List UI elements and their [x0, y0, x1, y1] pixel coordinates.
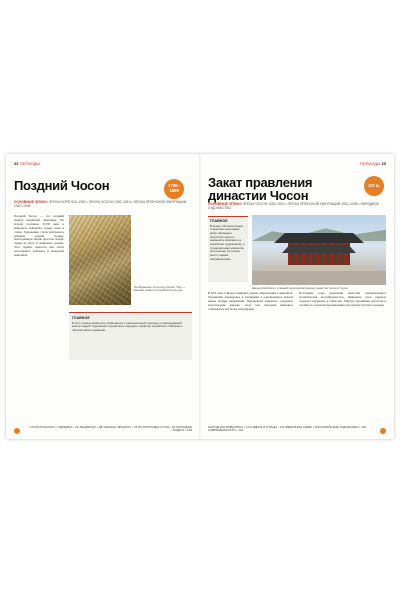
palace-photo-image — [252, 215, 386, 285]
left-running-head — [14, 161, 40, 166]
right-body-text-col1: В XIX веке в Корее появились новые направления в живописи. Художники обращались к традициям и одновременно искали новые формы выражения. Придворная живопись сохраняла классические каноны, тогда как народная живопись становилась всё более популярной. — [208, 291, 293, 311]
book-spread — [6, 154, 394, 439]
left-page — [6, 154, 200, 439]
right-box-text: В конце XIX века Корея открылась внешнему миру. Западное искусство начало оказывать влияние на корейских художников, и традиционная живопись постепенно уступала место новым направлениям. — [210, 223, 245, 261]
left-box-heading: ГЛАВНОЕ — [72, 316, 90, 320]
right-key-box — [208, 216, 248, 282]
left-page-number: 22 — [14, 161, 19, 166]
right-section: ПЕРИОДЫ — [360, 161, 381, 166]
left-period-text: ЭПОХА КОРЁ 918–1392 • ЭПОХА ЧОСОН 1392–1910 • ЭПОХА ЯПОНСКОЙ ОККУПАЦИИ 1910–1945 — [14, 200, 187, 208]
right-page — [200, 154, 394, 439]
right-dates-badge: XIX в. — [364, 176, 384, 196]
left-section: ПЕРИОДЫ — [19, 161, 40, 166]
left-arrow-icon — [14, 428, 20, 434]
right-footer: НАРОДНАЯ ЖИВОПИСЬ • 114 ЦВЕТЫ И ПТИЦЫ • 116 ЗВЕРИНЫЕ ТЕМЫ • 118 КОРЕЙСКИЕ ХУДОЖНИКИ • 120 СОВРЕМЕННОСТЬ • 124 — [208, 424, 367, 433]
left-key-box — [69, 312, 192, 360]
tiger-painting-image — [69, 215, 131, 305]
right-arrow-icon — [380, 428, 386, 434]
right-running-head — [360, 161, 386, 166]
left-dates-badge: 1700–1899 — [164, 179, 184, 199]
right-page-title: Закат правления династии Чосон — [208, 175, 313, 203]
right-period-line — [208, 202, 386, 210]
right-page-number: 23 — [381, 161, 386, 166]
right-box-heading: ГЛАВНОЕ — [210, 219, 228, 223]
right-image-caption: Дворец Кёнбоккун, главный королевский дворец династии Чосон в Сеуле. — [252, 286, 349, 290]
left-page-title: Поздний Чосон — [14, 178, 110, 193]
right-period-text: ЭПОХА ЧОСОН 1392–1910 • ЭПОХА ЯПОНСКОЙ ОККУПАЦИИ 1910–1945 • НАРОДНОЕ ХУДОЖЕСТВО — [208, 202, 380, 210]
left-footer: СТУПИ В БАЛАНС • ПЕРЕВАЛ • 34 ХЕНДЖОНГ • 98 ЧЕРНЫЕ ЧЕРНИЛА • 78 ИСТОРИЯ ДЕЛ И ЯТО • 92 МОЛОДЫЕ РОДЫ 9 • 128 — [29, 424, 192, 433]
left-period-line — [14, 200, 192, 208]
left-body-text: Поздний Чосон — это поздний период корейской живописи. Во второй половине XVIII века в живописи появились новые темы и стили. Художники стали изображать пейзажи родной страны, повседневную жизнь простых людей, сцены из быта и жанровые сценки. Этот период известен как эпоха «настоящего пейзажа» и жанровой живописи. — [14, 214, 64, 258]
right-body-text-col2: Последние годы правления династии ознаменовались политической нестабильностью. Живопись этого периода отражает перемены в обществе. Многие художники работали в столице и создавали произведения для знати и богатых горожан. — [299, 291, 386, 307]
left-box-text: В этот период живопись обращается к национальной природе и повседневной жизни людей. Художники стремились передать характер корейского пейзажа и обычаи своего времени. — [72, 320, 183, 332]
left-image-caption: Изображение тигра под сосной. Тигр — важный символ в корейской культуре. — [134, 285, 186, 293]
left-period-label: ОСНОВНЫЕ ЭПОХИ: — [14, 200, 48, 204]
right-period-label: ОСНОВНЫЕ ЭПОХИ: — [208, 202, 242, 206]
